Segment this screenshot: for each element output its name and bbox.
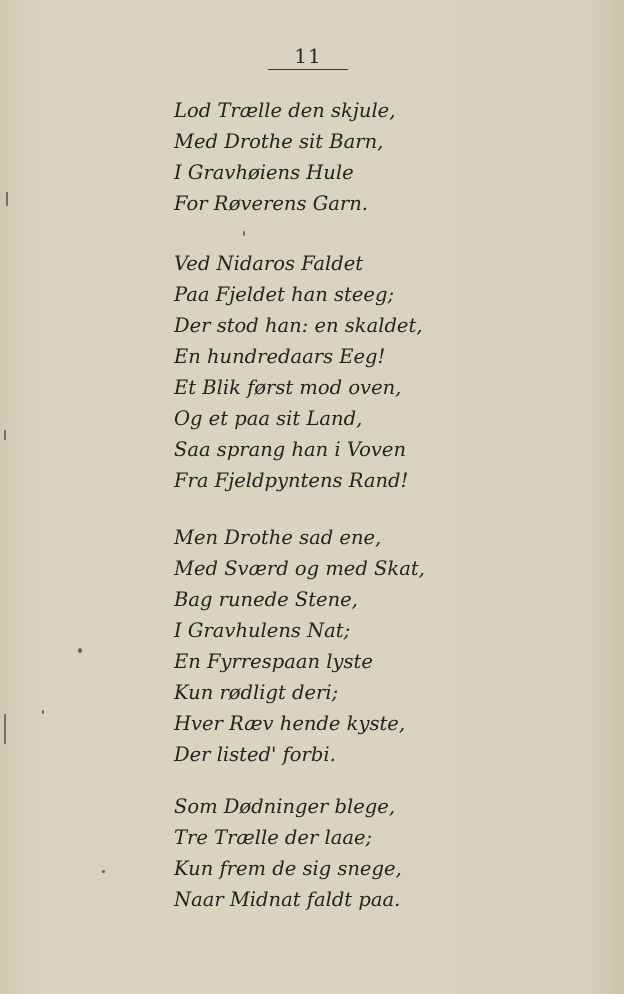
stanza-1 <box>174 95 474 219</box>
paper-speck <box>4 714 6 744</box>
verse-line: Men Drothe sad ene, <box>174 526 382 549</box>
paper-speck <box>4 430 6 440</box>
verse-line: Ved Nidaros Faldet <box>174 252 364 275</box>
verse-line: Bag runede Stene, <box>174 588 358 611</box>
verse-line: Hver Ræv hende kyste, <box>174 712 406 735</box>
verse-line: Kun rødligt deri; <box>174 681 339 704</box>
paper-speck <box>102 870 105 873</box>
paper-speck <box>78 648 82 653</box>
verse-line: Med Drothe sit Barn, <box>174 130 384 153</box>
paper-speck <box>42 710 44 714</box>
verse-line: Som Dødninger blege, <box>174 795 396 818</box>
verse-line: Kun frem de sig snege, <box>174 857 402 880</box>
verse-line: En hundredaars Eeg! <box>174 345 386 368</box>
verse-line: Saa sprang han i Voven <box>174 438 407 461</box>
stanza-2 <box>174 248 474 496</box>
verse-line: Tre Trælle der laae; <box>174 826 373 849</box>
stanza-3 <box>174 522 474 770</box>
verse-line: Der stod han: en skaldet, <box>174 314 423 337</box>
verse-line: For Røverens Garn. <box>174 192 368 215</box>
paper-speck <box>243 231 245 236</box>
verse-line: I Gravhulens Nat; <box>174 619 351 642</box>
verse-line: Fra Fjeldpyntens Rand! <box>174 469 409 492</box>
header-rule <box>268 69 348 70</box>
verse-line: Der listed' forbi. <box>174 743 336 766</box>
verse-line: Og et paa sit Land, <box>174 407 363 430</box>
paper-speck <box>6 192 8 206</box>
page-number: 11 <box>294 44 322 68</box>
stanza-4 <box>174 791 474 915</box>
verse-line: Med Sværd og med Skat, <box>174 557 425 580</box>
verse-line: Paa Fjeldet han steeg; <box>174 283 395 306</box>
verse-line: En Fyrrespaan lyste <box>174 650 373 673</box>
verse-line: I Gravhøiens Hule <box>174 161 354 184</box>
verse-line: Naar Midnat faldt paa. <box>174 888 401 911</box>
verse-line: Et Blik først mod oven, <box>174 376 402 399</box>
verse-line: Lod Trælle den skjule, <box>174 99 396 122</box>
